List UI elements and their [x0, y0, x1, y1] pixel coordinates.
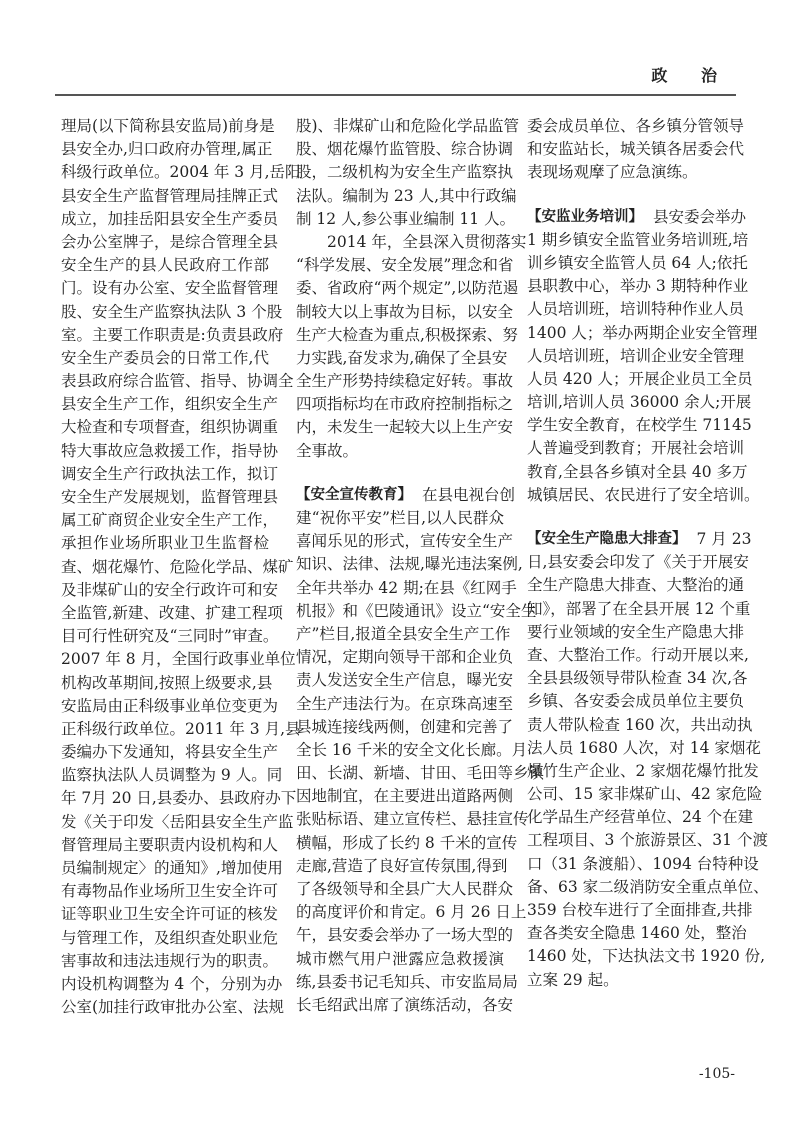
- text-line: [61, 927, 279, 950]
- line-text: 承担作业场所职业卫生监督检: [61, 534, 269, 553]
- text-line: [296, 577, 517, 600]
- line-text: 午，县安委会举办了一场大型的: [296, 926, 514, 945]
- text-line: [296, 924, 514, 947]
- line-text: 城市燃气用户泄露应急救援演: [296, 949, 504, 968]
- text-line: [296, 901, 527, 924]
- section-heading: 【安全生产隐患大排查】: [527, 531, 687, 547]
- text-line: [296, 739, 528, 762]
- line-text: 害事故和违法违规行为的职责。: [61, 951, 279, 970]
- line-text: 张贴标语、建立宣传栏、悬挂宣传: [296, 810, 529, 829]
- text-line: [527, 667, 748, 690]
- line-text: 全监管,新建、改建、扩建工程项: [61, 603, 283, 622]
- text-line: [296, 646, 514, 669]
- line-text: 委、省政府“两个规定”,以防范遏: [296, 279, 519, 298]
- line-text: 全生产隐患大排查、大整治的通: [527, 576, 745, 595]
- text-line: [61, 301, 283, 324]
- line-text: 安全生产的县人民政府工作部: [61, 256, 269, 275]
- text-line: [296, 393, 514, 416]
- line-text: 与管理工作，及组织查处职业危: [61, 928, 279, 947]
- line-text: 内设机构调整为 4 个，分别为办: [61, 974, 283, 993]
- line-text: 在县电视台创: [422, 485, 516, 504]
- text-line: [296, 138, 514, 161]
- text-line: [61, 903, 279, 926]
- text-line: [61, 857, 283, 880]
- text-line: [296, 878, 514, 901]
- line-text: 督管理局主要职责内设机构和人: [61, 835, 279, 854]
- line-text: 成立，加挂岳阳县安全生产委员: [61, 209, 279, 228]
- line-text: 县安全生产工作，组织安全生产: [61, 395, 279, 414]
- line-text: 全生产形势持续稳定好转。事故: [296, 372, 514, 391]
- line-text: 立案 29 起。: [527, 970, 619, 989]
- text-line: [527, 528, 752, 551]
- text-line: [527, 275, 749, 298]
- text-line: [61, 185, 279, 208]
- line-text: 日,县安委会印发了《关于开展安: [527, 553, 749, 572]
- section-heading: 【安全宣传教育】: [296, 486, 412, 503]
- line-text: 知》，部署了在全县开展 12 个重: [527, 599, 751, 618]
- text-line: [527, 783, 763, 806]
- text-line: [61, 602, 283, 625]
- line-text: 县安全办,归口政府办管理,属正: [61, 140, 273, 159]
- line-text: 要行业领域的安全生产隐患大排: [527, 622, 745, 641]
- line-text: 法队。编制为 23 人,其中行政编: [296, 186, 517, 205]
- text-line: [296, 324, 518, 347]
- line-text: 长毛绍武出席了演练活动，各安: [296, 995, 514, 1014]
- text-line: [296, 716, 514, 739]
- text-line: [61, 347, 269, 370]
- line-text: 知识、法律、法规,曝光违法案例,: [296, 555, 523, 574]
- text-line: [61, 648, 296, 671]
- line-text: 查、烟花爆竹、危险化学品、煤矿: [61, 557, 294, 576]
- line-text: 县城连接线两侧，创建和完善了: [296, 717, 514, 736]
- text-line: [61, 718, 301, 741]
- text-line: [61, 277, 279, 300]
- line-text: 培训,培训人员 36000 余人;开展: [527, 393, 752, 412]
- line-text: 年 7月 20 日,县委办、县政府办下: [61, 789, 297, 808]
- text-line: [296, 208, 516, 231]
- line-text: 特大事故应急救援工作，指导协: [61, 441, 279, 460]
- text-line: [296, 347, 508, 370]
- text-line: [527, 229, 749, 252]
- text-line: [527, 969, 735, 992]
- line-text: 工程项目、3 个旅游景区、31 个渡: [527, 831, 768, 850]
- text-line: [61, 672, 273, 695]
- text-line: [61, 440, 279, 463]
- line-text: 爆竹生产企业、2 家烟花爆竹批发: [527, 761, 759, 780]
- line-text: 内，未发生一起较大以上生产安: [296, 418, 514, 437]
- text-line: [296, 785, 514, 808]
- line-text: 人员培训班，培训特种作业人员: [527, 300, 745, 319]
- text-line: [61, 231, 279, 254]
- text-line: [61, 324, 284, 347]
- text-line: [527, 853, 759, 876]
- text-line: [296, 693, 514, 716]
- line-text: 化学品生产经营单位、24 个在建: [527, 808, 754, 827]
- page-number: -105-: [698, 1066, 735, 1082]
- line-text: 1460 处，下达执法文书 1920 份,: [527, 947, 766, 966]
- line-text: 制较大以上事故为目标，以安全: [296, 302, 514, 321]
- header-rule: [55, 94, 736, 96]
- text-line: [527, 551, 749, 574]
- line-text: 建“祝你平安”栏目,以人民群众: [296, 509, 504, 527]
- line-text: 走廊,营造了良好宣传氛围,得到: [296, 856, 508, 875]
- text-line: [527, 876, 769, 899]
- text-line: [527, 252, 748, 275]
- text-line: [61, 787, 297, 810]
- text-line: [61, 579, 279, 602]
- text-line: [296, 370, 514, 393]
- text-line: [527, 621, 745, 644]
- text-line: [527, 298, 745, 321]
- text-line: [296, 994, 514, 1017]
- line-text: 县职教中心，举办 3 期特种作业: [527, 277, 749, 296]
- section-paragraph: [527, 528, 769, 992]
- text-line: [527, 115, 745, 138]
- line-text: 教育,全县各乡镇对全县 40 多万: [527, 462, 748, 481]
- line-text: 全生产违法行为。在京珠高速至: [296, 694, 514, 713]
- line-text: 因地制宜，在主要进出道路两侧: [296, 787, 514, 806]
- line-text: 会办公室牌子，是综合管理全县: [61, 232, 279, 251]
- text-line: [296, 277, 519, 300]
- line-text: 责人发送安全生产信息，曝光安: [296, 671, 514, 690]
- line-text: 备、63 家二级消防安全重点单位、: [527, 877, 769, 896]
- line-text: 2014 年，全县深入贯彻落实: [327, 232, 527, 251]
- text-line: [296, 301, 514, 324]
- line-text: 横幅，形成了长约 8 千米的宣传: [296, 833, 518, 852]
- text-line: [296, 600, 537, 623]
- text-line: [296, 808, 529, 831]
- text-line: [296, 484, 516, 507]
- line-text: 门。设有办公室、安全监督管理: [61, 279, 279, 298]
- line-text: 练,县委书记毛知兵、市安监局局: [296, 972, 518, 991]
- text-line: [61, 880, 279, 903]
- line-text: 人员培训班，培训企业安全管理: [527, 346, 745, 365]
- line-text: 1 期乡镇安全监管业务培训班,培: [527, 230, 749, 249]
- text-line: [61, 556, 294, 579]
- line-text: 理局(以下简称县安监局)前身是: [61, 117, 275, 135]
- text-line: [527, 922, 747, 945]
- text-line: [296, 507, 504, 530]
- line-text: 委编办下发通知，将县安全生产: [61, 743, 279, 762]
- text-line: [527, 414, 752, 437]
- line-text: 喜闻乐见的形式，宣传安全生产: [296, 532, 514, 551]
- text-line: [527, 368, 753, 391]
- text-line: [61, 695, 279, 718]
- text-line: [61, 115, 275, 138]
- line-text: 属工矿商贸企业安全生产工作，: [61, 511, 279, 530]
- text-line: [527, 437, 745, 460]
- text-line: [61, 811, 294, 834]
- column-1: [61, 115, 301, 1019]
- text-line: [61, 973, 283, 996]
- line-text: 县安全生产监督管理局挂牌正式: [61, 186, 279, 205]
- text-line: [527, 829, 768, 852]
- text-line: [527, 690, 745, 713]
- text-line: [527, 714, 753, 737]
- text-line: [296, 185, 517, 208]
- text-line: [296, 623, 511, 646]
- line-text: 调安全生产行政执法工作，拟订: [61, 464, 279, 483]
- line-text: 股，二级机构为安全生产监察执: [296, 163, 514, 182]
- text-line: [296, 115, 520, 138]
- line-text: 科级行政单位。2004 年 3 月,岳阳: [61, 163, 301, 182]
- text-line: [61, 208, 279, 231]
- text-line: [527, 598, 751, 621]
- line-text: 情况，定期向领导干部和企业负: [296, 648, 514, 667]
- line-text: 股)、非煤矿山和危险化学品监管: [296, 117, 520, 135]
- line-text: 乡镇、各安委会成员单位主要负: [527, 692, 745, 711]
- line-text: “科学发展、安全发展”理念和省: [296, 256, 514, 275]
- line-text: 表现场观摩了应急演练。: [527, 163, 698, 182]
- line-text: 7 月 23: [696, 530, 752, 548]
- text-line: [296, 855, 508, 878]
- text-line: [527, 737, 761, 760]
- text-line: [296, 948, 504, 971]
- line-text: 监察执法队人员调整为 9 人。同: [61, 766, 283, 785]
- line-text: 有毒物品作业场所卫生安全许可: [61, 882, 279, 901]
- line-text: 大检查和专项督查，组织协调重: [61, 418, 279, 437]
- column-2: [296, 115, 545, 1017]
- line-text: 及非煤矿山的安全行政许可和安: [61, 580, 279, 599]
- line-text: 责人带队检查 160 次，共出动执: [527, 715, 753, 734]
- text-line: [296, 530, 514, 553]
- line-text: 全年共举办 42 期;在县《红网手: [296, 578, 517, 597]
- text-line: [61, 996, 285, 1019]
- paragraph: [61, 115, 301, 1019]
- text-line: [61, 254, 269, 277]
- line-text: 产”栏目,报道全县安全生产工作: [296, 624, 511, 643]
- section-paragraph: [296, 484, 545, 1017]
- text-line: [527, 644, 749, 667]
- text-line: [61, 950, 279, 973]
- line-text: 田、长湖、新墙、甘田、毛田等乡镇: [296, 764, 545, 783]
- line-text: 法人员 1680 人次，对 14 家烟花: [527, 738, 761, 757]
- text-line: [296, 161, 514, 184]
- text-line: [527, 899, 753, 922]
- line-text: 四项指标均在市政府控制指标之: [296, 395, 514, 414]
- text-line: [527, 945, 766, 968]
- line-text: 全县县级领导带队检查 34 次,各: [527, 669, 748, 688]
- text-line: [527, 806, 754, 829]
- line-text: 安全生产委员会的日常工作,代: [61, 348, 269, 367]
- paragraph: [296, 231, 527, 463]
- paragraph: [296, 115, 520, 231]
- line-text: 公司、15 家非煤矿山、42 家危险: [527, 785, 763, 804]
- line-text: 制 12 人,参公事业编制 11 人。: [296, 209, 516, 228]
- text-line: [296, 832, 518, 855]
- line-text: 全事故。: [296, 441, 359, 460]
- line-text: 全长 16 千米的安全文化长廊。月: [296, 740, 528, 759]
- text-line: [61, 764, 283, 787]
- text-line: [296, 416, 514, 439]
- section-header: 政 治: [651, 66, 731, 85]
- text-line: [296, 553, 523, 576]
- text-line: [527, 161, 735, 184]
- text-line: [61, 416, 279, 439]
- text-line: [61, 625, 279, 648]
- text-line: [527, 574, 745, 597]
- text-line: [61, 463, 279, 486]
- text-line: [296, 669, 514, 692]
- text-line: [61, 393, 279, 416]
- text-line: [527, 391, 752, 414]
- line-text: 股、烟花爆竹监管股、综合协调: [296, 140, 514, 159]
- text-line: [527, 206, 747, 229]
- text-line: [296, 254, 514, 277]
- line-text: 359 台校车进行了全面排查,共排: [527, 901, 753, 919]
- line-text: 力实践,奋发求为,确保了全县安: [296, 348, 508, 367]
- line-text: 和安监站长，城关镇各居委会代: [527, 140, 745, 159]
- section-heading: 【安监业务培训】: [527, 208, 643, 225]
- line-text: 表县政府综合监管、指导、协调全: [61, 372, 294, 391]
- line-text: 县安委会举办: [653, 207, 747, 226]
- text-line: [61, 834, 279, 857]
- line-text: 机构改革期间,按照上级要求,县: [61, 673, 273, 692]
- line-text: 股、安全生产监察执法队 3 个股: [61, 302, 283, 321]
- line-text: 的高度评价和肯定。6 月 26 日上: [296, 903, 527, 922]
- line-text: 安全生产发展规划，监督管理县: [61, 488, 279, 506]
- text-line: [527, 760, 759, 783]
- text-line: [296, 440, 504, 463]
- line-text: 机报》和《巴陵通讯》设立“安全生: [296, 601, 537, 620]
- text-line: [527, 484, 760, 507]
- line-text: 口（31 条渡船）、1094 台特种设: [527, 854, 759, 873]
- line-text: 2007 年 8 月，全国行政事业单位: [61, 650, 296, 669]
- text-line: [61, 486, 279, 509]
- text-line: [61, 509, 279, 532]
- line-text: 证等职业卫生安全许可证的核发: [61, 905, 279, 924]
- text-line: [527, 345, 745, 368]
- text-line: [527, 461, 748, 484]
- text-line: [296, 762, 545, 785]
- line-text: 学生安全教育，在校学生 71145: [527, 416, 752, 435]
- text-line: [61, 741, 279, 764]
- text-line: [527, 138, 745, 161]
- line-text: 人普遍受到教育；开展社会培训: [527, 439, 745, 458]
- line-text: 目可行性研究及“三同时”审查。: [61, 627, 279, 646]
- line-text: 城镇居民、农民进行了安全培训。: [527, 485, 760, 504]
- text-line: [61, 532, 269, 555]
- text-line: [61, 161, 301, 184]
- line-text: 了各级领导和全县广大人民群众: [296, 880, 514, 898]
- line-text: 员编制规定〉的通知》,增加使用: [61, 859, 283, 877]
- line-text: 查、大整治工作。行动开展以来,: [527, 645, 749, 664]
- text-line: [527, 322, 758, 345]
- line-text: 生产大检查为重点,积极探索、努: [296, 325, 518, 344]
- text-line: [296, 971, 518, 994]
- line-text: 室。主要工作职责是:负责县政府: [61, 325, 284, 344]
- text-line: [61, 138, 273, 161]
- line-text: 正科级行政单位。2011 年 3 月,县: [61, 719, 301, 738]
- line-text: 安监局由正科级事业单位变更为: [61, 696, 279, 715]
- line-text: 公室(加挂行政审批办公室、法规: [61, 998, 285, 1017]
- line-text: 委会成员单位、各乡镇分管领导: [527, 117, 745, 135]
- line-text: 查各类安全隐患 1460 处，整治: [527, 924, 747, 943]
- section-paragraph: [527, 206, 760, 507]
- line-text: 发《关于印发〈岳阳县安全生产监: [61, 812, 294, 831]
- line-text: 1400 人；举办两期企业安全管理: [527, 323, 758, 342]
- column-3: [527, 115, 769, 992]
- line-text: 人员 420 人；开展企业员工全员: [527, 369, 753, 388]
- paragraph: [527, 115, 745, 185]
- text-line: [61, 370, 294, 393]
- text-line: [296, 231, 527, 254]
- line-text: 训乡镇安全监管人员 64 人;依托: [527, 253, 748, 272]
